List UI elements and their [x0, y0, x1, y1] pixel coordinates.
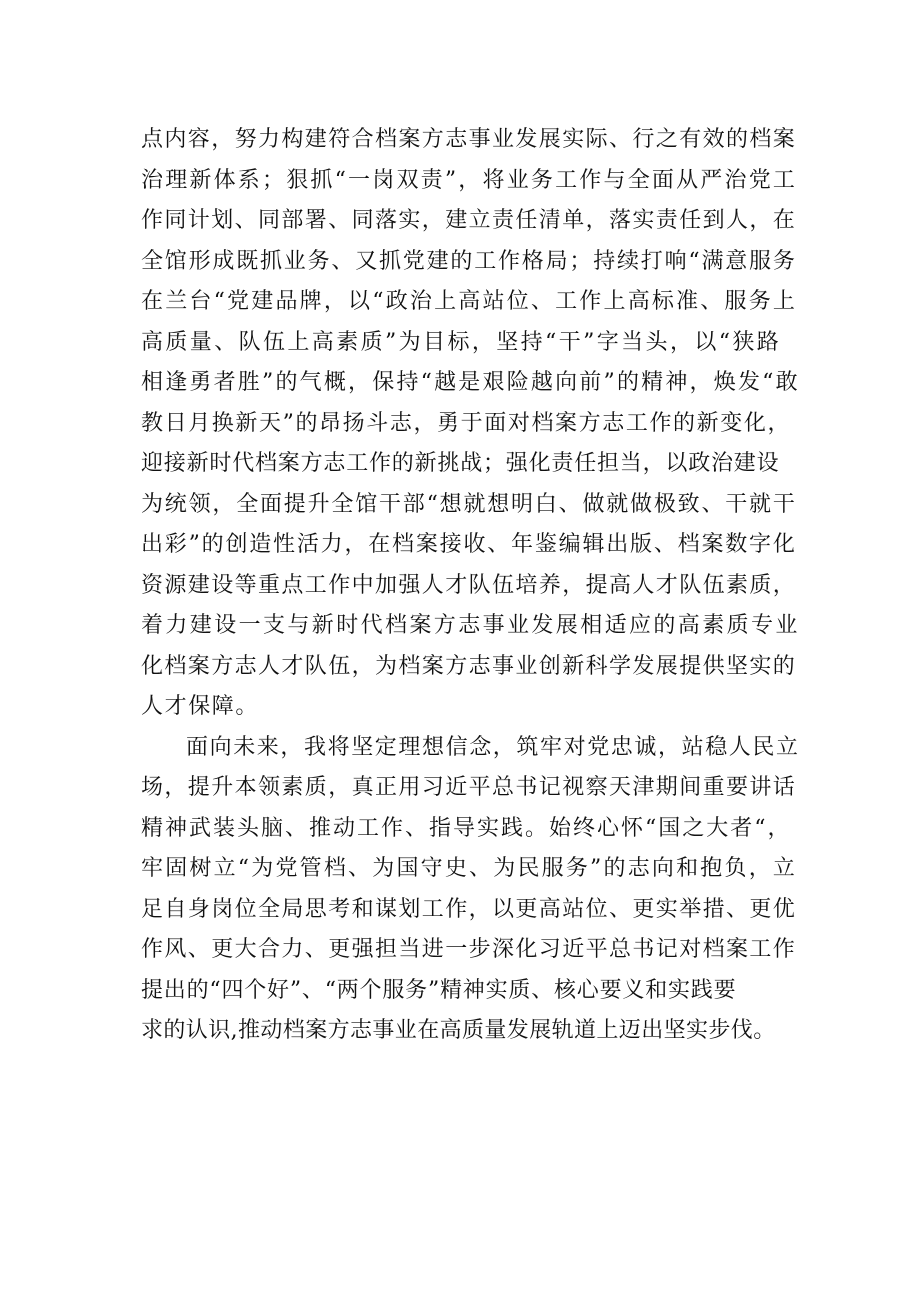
paragraph-1-line-11: 出彩”的创造性活力，在档案接收、年鉴编辑出版、档案数字化 [141, 532, 797, 557]
paragraph-1-line-4: 全馆形成既抓业务、又抓党建的工作格局；持续打响“满意服务 [141, 248, 797, 274]
paragraph-1-line-6: 高质量、队伍上高素质”为目标，坚持“干”字当头，以“狭路 [141, 329, 782, 355]
paragraph-1-line-5: 在兰台“党建品牌，以“政治上高站位、工作上高标准、服务上 [141, 289, 798, 314]
paragraph-1-line-7: 相逢勇者胜”的气概，保持“越是艰险越向前”的精神，焕发“敢 [141, 370, 800, 395]
paragraph-1-line-12: 资源建设等重点工作中加强人才队伍培养，提高人才队伍素质， [141, 572, 797, 598]
paragraph-1-line-8: 教日月换新天”的昂扬斗志，勇于面对档案方志工作的新变化， [141, 410, 792, 436]
paragraph-2-line-6: 作风、更大合力、更强担当进一步深化习近平总书记对档案工作 [141, 937, 797, 962]
paragraph-1-line-13: 着力建设一支与新时代档案方志事业发展相适应的高素质专业 [141, 613, 800, 638]
paragraph-2 [141, 728, 801, 1052]
paragraph-1-line-9: 迎接新时代档案方志工作的新挑战；强化责任担当，以政治建设 [141, 451, 780, 476]
paragraph-2-line-5: 足自身岗位全局思考和谋划工作，以更高站位、更实举措、更优 [141, 896, 797, 922]
paragraph-1-line-3: 作同计划、同部署、同落实，建立责任清单，落实责任到人，在 [141, 208, 797, 233]
paragraph-2-line-1: 面向未来，我将坚定理想信念，筑牢对党忠诚，站稳人民立 [186, 734, 800, 760]
paragraph-2-line-2: 场，提升本领素质，真正用习近平总书记视察天津期间重要讲话 [141, 775, 797, 800]
paragraph-1 [141, 120, 801, 728]
paragraph-1-line-2: 治理新体系；狠抓“一岗双责”，将业务工作与全面从严治党工 [141, 167, 798, 193]
paragraph-1-line-10: 为统领，全面提升全馆干部“想就想明白、做就做极致、干就干 [141, 491, 797, 517]
paragraph-1-line-1: 点内容，努力构建符合档案方志事业发展实际、行之有效的档案 [141, 127, 797, 152]
paragraph-2-line-3: 精神武装头脑、推动工作、指导实践。始终心怀“国之大者“， [141, 815, 792, 841]
paragraph-1-line-14: 化档案方志人才队伍，为档案方志事业创新科学发展提供坚实的 [141, 653, 797, 679]
paragraph-2-line-4: 牢固树立“为党管档、为国守史、为民服务”的志向和抱负，立 [141, 856, 798, 881]
paragraph-1-line-15: 人才保障。 [141, 694, 260, 719]
paragraph-2-line-7: 提出的“四个好”、“两个服务”精神实质、核心要义和实践要 [141, 977, 737, 1003]
document-body [141, 120, 801, 1052]
paragraph-2-line-8: 求的认识,推动档案方志事业在高质量发展轨道上迈出坚实步伐。 [141, 1018, 776, 1043]
